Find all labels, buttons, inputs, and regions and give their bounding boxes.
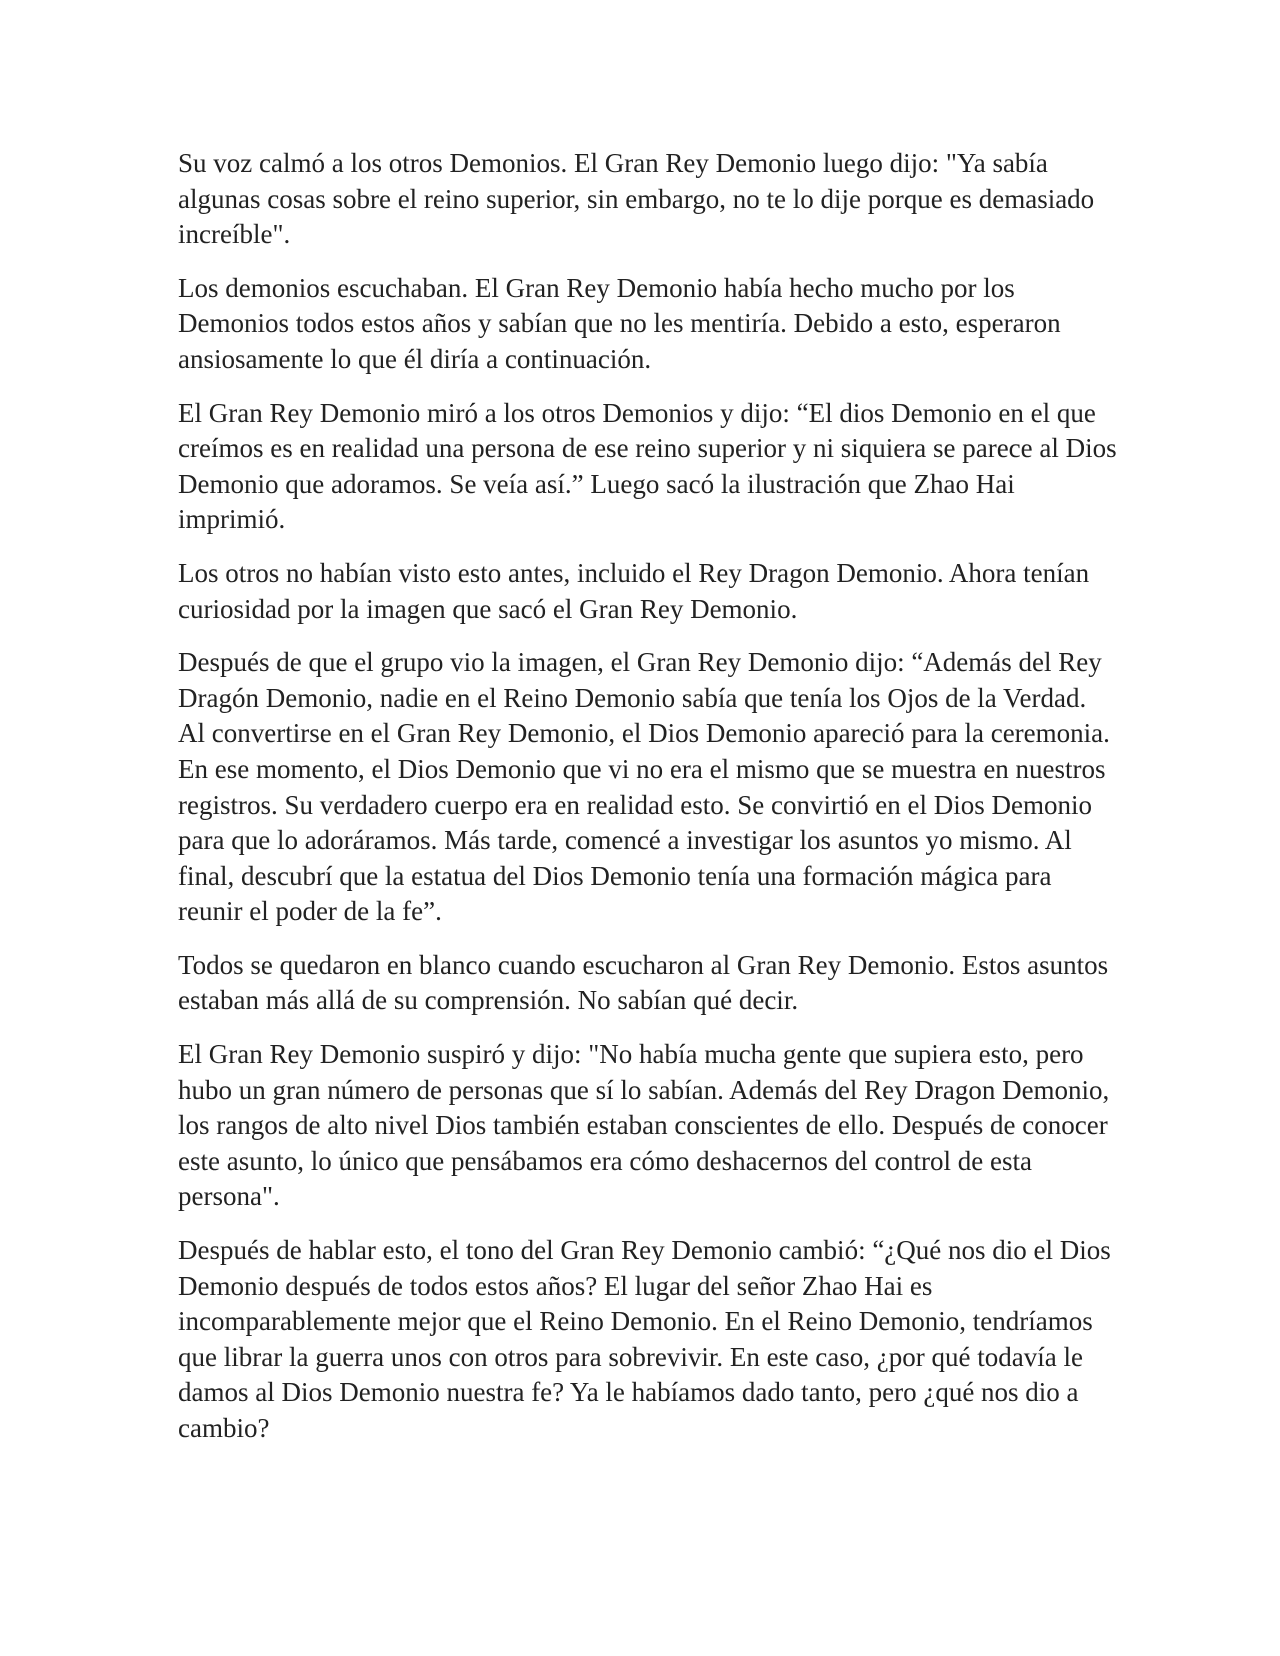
paragraph-8: Después de hablar esto, el tono del Gran Rey Demonio cambió: “¿Qué nos dio el Dios Demonio después de todos estos años? El lugar del señor Zhao Hai es incomparablemente mejor que el Reino Demonio. En el Reino Demonio, tendríamos que librar la guerra unos con otros para sobrevivir. En este caso, ¿por qué todavía le damos al Dios Demonio nuestra fe? Ya le habíamos dado tanto, pero ¿qué nos dio a cambio?: [178, 1235, 1111, 1443]
paragraph-2: Los demonios escuchaban. El Gran Rey Demonio había hecho mucho por los Demonios todos estos años y sabían que no les mentiría. Debido a esto, esperaron ansiosamente lo que él diría a continuación.: [178, 272, 1061, 374]
paragraph-4: Los otros no habían visto esto antes, incluido el Rey Dragon Demonio. Ahora tenían curiosidad por la imagen que sacó el Gran Rey Demonio.: [178, 557, 1090, 624]
paragraph-5: Después de que el grupo vio la imagen, el Gran Rey Demonio dijo: “Además del Rey Dragón Demonio, nadie en el Reino Demonio sabía que tenía los Ojos de la Verdad. Al convertirse en el Gran Rey Demonio, el Dios Demonio apareció para la ceremonia. En ese momento, el Dios Demonio que vi no era el mismo que se muestra en nuestros registros. Su verdadero cuerpo era en realidad esto. Se convirtió en el Dios Demonio para que lo adoráramos. Más tarde, comencé a investigar los asuntos yo mismo. Al final, descubrí que la estatua del Dios Demonio tenía una formación mágica para reunir el poder de la fe”.: [178, 647, 1110, 927]
document-body: [178, 146, 1118, 1465]
paragraph-6: Todos se quedaron en blanco cuando escucharon al Gran Rey Demonio. Estos asuntos estaban más allá de su comprensión. No sabían qué decir.: [178, 949, 1109, 1016]
paragraph-3: El Gran Rey Demonio miró a los otros Demonios y dijo: “El dios Demonio en el que creímos es en realidad una persona de ese reino superior y ni siquiera se parece al Dios Demonio que adoramos. Se veía así.” Luego sacó la ilustración que Zhao Hai imprimió.: [178, 397, 1117, 535]
paragraph-7: El Gran Rey Demonio suspiró y dijo: "No había mucha gente que supiera esto, pero hubo un gran número de personas que sí lo sabían. Además del Rey Dragon Demonio, los rangos de alto nivel Dios también estaban conscientes de ello. Después de conocer este asunto, lo único que pensábamos era cómo deshacernos del control de esta persona".: [178, 1039, 1110, 1212]
paragraph-1: Su voz calmó a los otros Demonios. El Gran Rey Demonio luego dijo: "Ya sabía algunas cosas sobre el reino superior, sin embargo, no te lo dije porque es demasiado increíble".: [178, 148, 1095, 250]
